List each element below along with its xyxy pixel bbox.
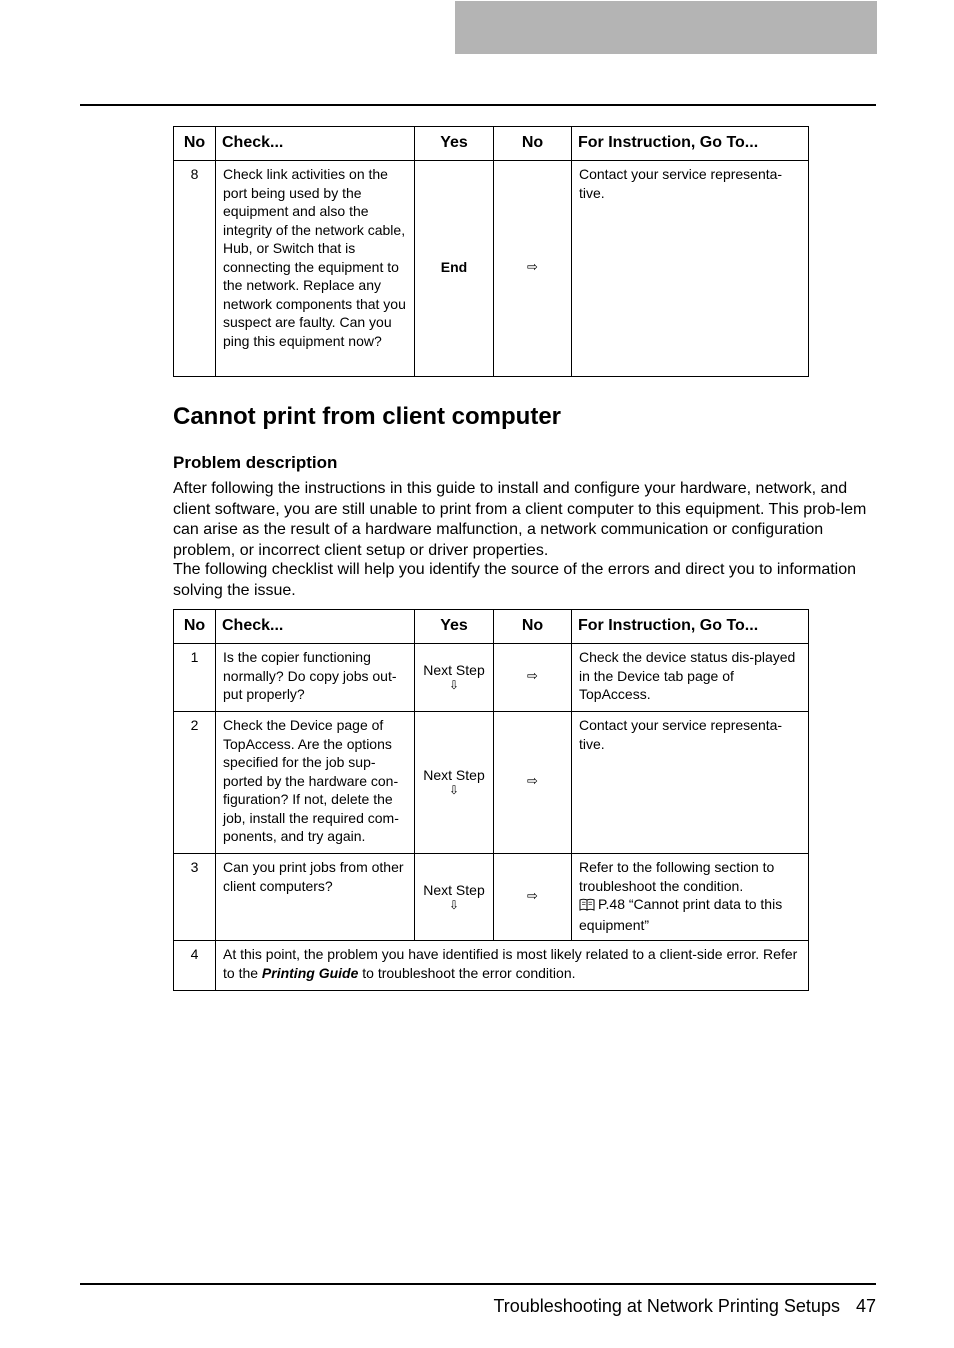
row-yes: End [415,161,494,377]
col-header-no: No [174,127,216,161]
row-number: 3 [174,854,216,941]
right-arrow-icon: ⇨ [527,888,538,904]
page-footer [493,1294,876,1318]
col-header-instruction: For Instruction, Go To... [572,127,809,161]
down-arrow-icon: ⇩ [448,678,460,692]
bottom-divider [80,1283,876,1285]
col-header-check: Check... [216,610,415,644]
row-instruction: Contact your service representa-tive. [572,712,809,854]
header-tab [455,1,877,54]
cross-reference-link[interactable]: P.48 “Cannot print data to this equipment” [579,896,783,933]
table-row [174,712,809,854]
row-no [494,644,572,712]
section-title: Cannot print from client computer [173,403,562,430]
row-yes [415,644,494,712]
col-header-no-answer: No [494,610,572,644]
col-header-no: No [174,610,216,644]
row-yes [415,712,494,854]
page-number: 47 [855,1296,876,1316]
row-number: 2 [174,712,216,854]
row-check: Check the Device page of TopAccess. Are the options specified for the job sup-ported by the hardware con-figuration? If not, delete the job, install the required com-ponents, and try again. [216,712,415,854]
problem-description-paragraph: After following the instructions in this guide to install and configure your hardware, network, and client software, you are still unable to print from a client computer to this equipment. This prob-lem can arise as the result of a hardware malfunction, a network communication or configuration problem, or incorrect client setup or driver properties. [173,480,867,559]
book-icon [579,897,595,916]
final-note-text-1: At this point, the problem you have identified is most likely related to a client-side error. Refer to the [223,946,798,981]
row-no [494,854,572,941]
col-header-yes: Yes [415,610,494,644]
row-check: Can you print jobs from other client computers? [216,854,415,941]
row-check: Is the copier functioning normally? Do copy jobs out-put properly? [216,644,415,712]
row-number: 8 [174,161,216,377]
row-no [494,161,572,377]
footer-title: Troubleshooting at Network Printing Setups [493,1296,840,1316]
right-arrow-icon: ⇨ [527,774,538,790]
row-instruction: Contact your service representa-tive. [572,161,809,377]
row-instruction [572,854,809,941]
right-arrow-icon: ⇨ [527,260,538,276]
checklist-table [173,609,809,991]
printing-guide-reference: Printing Guide [261,964,359,981]
subsection-title: Problem description [173,453,338,472]
down-arrow-icon: ⇩ [448,897,460,912]
instruction-text: Refer to the following section to troubleshoot the condition. [579,859,775,894]
table-row [174,161,809,377]
next-step-label: Next Step [423,662,485,678]
col-header-check: Check... [216,127,415,161]
col-header-instruction: For Instruction, Go To... [572,610,809,644]
top-divider [80,104,876,106]
next-step-label: Next Step [423,767,485,783]
table-header-row [174,127,809,161]
table-row [174,941,809,991]
table-row [174,854,809,941]
col-header-yes: Yes [415,127,494,161]
row-yes [415,854,494,941]
final-note-text-2: to troubleshoot the error condition. [358,964,576,981]
col-header-no-answer: No [494,127,572,161]
right-arrow-icon: ⇨ [527,669,538,685]
row-instruction: Check the device status dis-played in the Device tab page of TopAccess. [572,644,809,712]
table-header-row [174,610,809,644]
row-final-note [216,941,809,991]
row-number: 1 [174,644,216,712]
row-no [494,712,572,854]
next-step-label: Next Step [423,881,485,898]
row-check: Check link activities on the port being used by the equipment and also the integrity of the network cable, Hub, or Switch that is connecting the equipment to the network. Replace any network components that you suspect are faulty. Can you ping this equipment now? [216,161,415,377]
table-row [174,644,809,712]
row-number: 4 [174,941,216,991]
checklist-intro-paragraph: The following checklist will help you identify the source of the errors and direct you to information solving the issue. [173,561,857,599]
checklist-table-continued [173,126,809,377]
down-arrow-icon: ⇩ [448,783,460,797]
